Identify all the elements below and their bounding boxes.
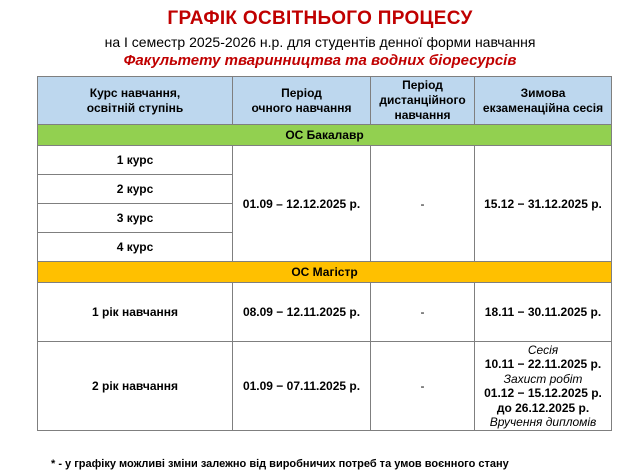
section-label-bachelor: ОС Бакалавр [38, 125, 612, 146]
master-distance-cell: - [371, 342, 475, 431]
course-cell: 2 рік навчання [38, 342, 233, 431]
defense-label: Захист робіт [503, 371, 583, 386]
col-header-distance: Період дистанційного навчання [371, 77, 475, 125]
section-row-bachelor [38, 125, 612, 146]
master-distance-cell: - [371, 283, 475, 342]
schedule-table [37, 76, 612, 431]
table-row [38, 342, 612, 431]
table-row [38, 283, 612, 342]
master-in-person-cell: 01.09 − 07.11.2025 р. [233, 342, 371, 431]
course-cell: 1 рік навчання [38, 283, 233, 342]
faculty-name: Факультету тваринництва та водних біоресурсів [123, 52, 517, 69]
page-subtitle: на І семестр 2025-2026 н.р. для студентів денної форми навчання [104, 34, 536, 50]
diploma-deadline: до 26.12.2025 р. [496, 400, 590, 415]
table-header-row [38, 77, 612, 125]
col-header-in-person: Період очного навчання [233, 77, 371, 125]
section-label-master: ОС Магістр [38, 262, 612, 283]
course-cell: 1 курс [38, 146, 233, 175]
col-header-session: Зимова екзаменаційна сесія [475, 77, 612, 125]
bachelor-in-person-cell: 01.09 – 12.12.2025 р. [233, 146, 371, 262]
session-label: Сесія [527, 342, 559, 357]
diploma-label: Вручення дипломів [489, 415, 597, 429]
master-session-details [475, 342, 612, 431]
defense-dates: 01.12 − 15.12.2025 р. [484, 386, 602, 400]
course-cell: 3 курс [38, 204, 233, 233]
session-dates: 10.11 − 22.11.2025 р. [484, 357, 602, 371]
bachelor-distance-cell: - [371, 146, 475, 262]
course-cell: 4 курс [38, 233, 233, 262]
bachelor-session-cell: 15.12 − 31.12.2025 р. [475, 146, 612, 262]
course-cell: 2 курс [38, 175, 233, 204]
col-header-course: Курс навчання, освітній ступінь [38, 77, 233, 125]
table-row [38, 146, 612, 175]
section-row-master [38, 262, 612, 283]
page-title: ГРАФІК ОСВІТНЬОГО ПРОЦЕСУ [167, 8, 473, 29]
master-session-cell: 18.11 − 30.11.2025 р. [475, 283, 612, 342]
master-in-person-cell: 08.09 − 12.11.2025 р. [233, 283, 371, 342]
footnote: * - у графіку можливі зміни залежно від виробничих потреб та умов воєнного стану [51, 458, 509, 470]
